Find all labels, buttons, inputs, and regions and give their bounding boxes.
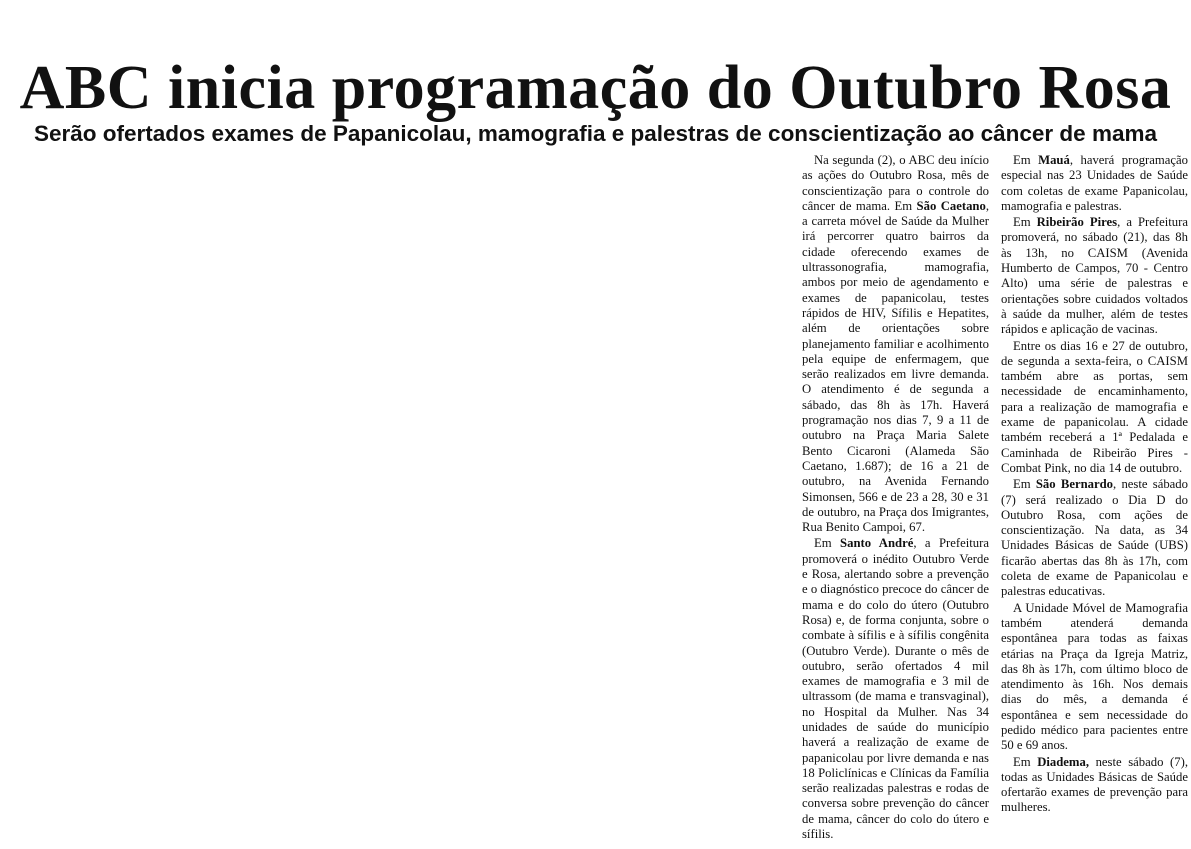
subheadline: Serão ofertados exames de Papanicolau, mamografia e palestras de conscientização ao câncer de mama (34, 120, 1157, 146)
article-paragraph (802, 153, 989, 535)
paragraph-text: , haverá programação especial nas 23 Unidades de Saúde com coletas de exame Papanicolau, mamografia e palestras. (1001, 153, 1188, 213)
article-paragraph (1001, 601, 1188, 754)
paragraph-text: , a carreta móvel de Saúde da Mulher irá percorrer quatro bairros da cidade oferecendo exames de ultrassonografia, mamografia, ambos por meio de agendamento e exames de papanicolau, testes rápidos de HIV, Sífilis e Hepatites, além de orientações sobre planejamento familiar e acolhimento pela equipe de enfermagem, que serão realizados em livre demanda. O atendimento é de segunda a sábado, das 8h às 17h. Haverá programação nos dias 7, 9 a 11 de outubro na Praça Maria Salete Bento Cicaroni (Alameda São Caetano, 1.687); de 16 a 21 de outubro, na Avenida Fernando Simonsen, 566 e de 23 a 28, 30 e 31 de outubro, na Praça dos Imigrantes, Rua Benito Campoi, 67. (802, 198, 989, 535)
paragraph-text: , a Prefeitura promoverá o inédito Outubro Verde e Rosa, alertando sobre a prevenção e o diagnóstico precoce do câncer de mama e do colo do útero (Outubro Rosa) e, de forma conjunta, sobre o combate à sífilis e à sífilis congênita (Outubro Verde). Durante o mês de outubro, serão ofertados 4 mil exames de mamografia e 3 mil de ultrassom (de mama e transvaginal), no Hospital da Mulher. Nas 34 unidades de saúde do município haverá a realização de exame de papanicolau por livre demanda e nas 18 Policlínicas e Clínicas da Família serão realizadas palestras e rodas de conversa sobre prevenção do câncer de mama, câncer do colo do útero e sífilis. (802, 536, 989, 842)
paragraph-text: A Unidade Móvel de Mamografia também atenderá demanda espontânea para todas as faixas etárias na Praça da Igreja Matriz, das 8h às 17h, com último bloco de atendimento às 16h. Nos demais dias do mês, a demanda é espontânea e sem necessidade do pedido médico para pacientes entre 50 e 69 anos. (1001, 600, 1188, 753)
article-paragraph (1001, 339, 1188, 477)
paragraph-text: Entre os dias 16 e 27 de outubro, de segunda a sexta-feira, o CAISM também abre as portas, sem necessidade de encaminhamento, para a realização de mamografia e exame de papanicolau. A cidade também receberá a 1ª Pedalada e Caminhada de Ribeirão Pires - Combat Pink, no dia 14 de outubro. (1001, 338, 1188, 475)
paragraph-text: Em (814, 536, 841, 551)
city-name: São Caetano (916, 198, 986, 213)
paragraph-text: Em (1013, 754, 1038, 769)
paragraph-text: Em (1013, 477, 1036, 492)
article-paragraph (1001, 755, 1188, 816)
paragraph-text: , neste sábado (7) será realizado o Dia D do Outubro Rosa, com ações de conscientização. Na data, as 34 Unidades Básicas de Saúde (UBS) ficarão abertas das 8h às 17h, com coleta de exame de Papanicolau e palestras educativas. (1001, 477, 1188, 599)
city-name: Mauá (1038, 153, 1070, 167)
paragraph-text: , a Prefeitura promoverá, no sábado (21), das 8h às 13h, no CAISM (Avenida Humberto de Campos, 70 - Centro Alto) uma série de palestras e orientações sobre cuidados voltados à saúde da mulher, além de testes rápidos e aplicação de vacinas. (1001, 215, 1188, 337)
city-name: Diadema, (1037, 754, 1090, 769)
paragraph-text: Na segunda (2), o ABC deu início as ações do Outubro Rosa, mês de conscientização para o controle do câncer de mama. Em (802, 153, 989, 213)
article-paragraph (1001, 477, 1188, 599)
headline: ABC inicia programação do Outubro Rosa (19, 53, 1172, 122)
city-name: Ribeirão Pires (1036, 215, 1118, 230)
city-name: São Bernardo (1035, 477, 1114, 492)
article-column-2 (1001, 153, 1188, 817)
paragraph-text: Em (1013, 215, 1037, 230)
article-paragraph (802, 536, 989, 842)
city-name: Santo André (840, 536, 914, 551)
article-paragraph (1001, 215, 1188, 337)
article-paragraph (1001, 153, 1188, 214)
paragraph-text: Em (1013, 153, 1039, 167)
paragraph-text: neste sábado (7), todas as Unidades Básicas de Saúde ofertarão exames de prevenção para mulheres. (1001, 754, 1188, 815)
article-column-1 (802, 153, 989, 843)
